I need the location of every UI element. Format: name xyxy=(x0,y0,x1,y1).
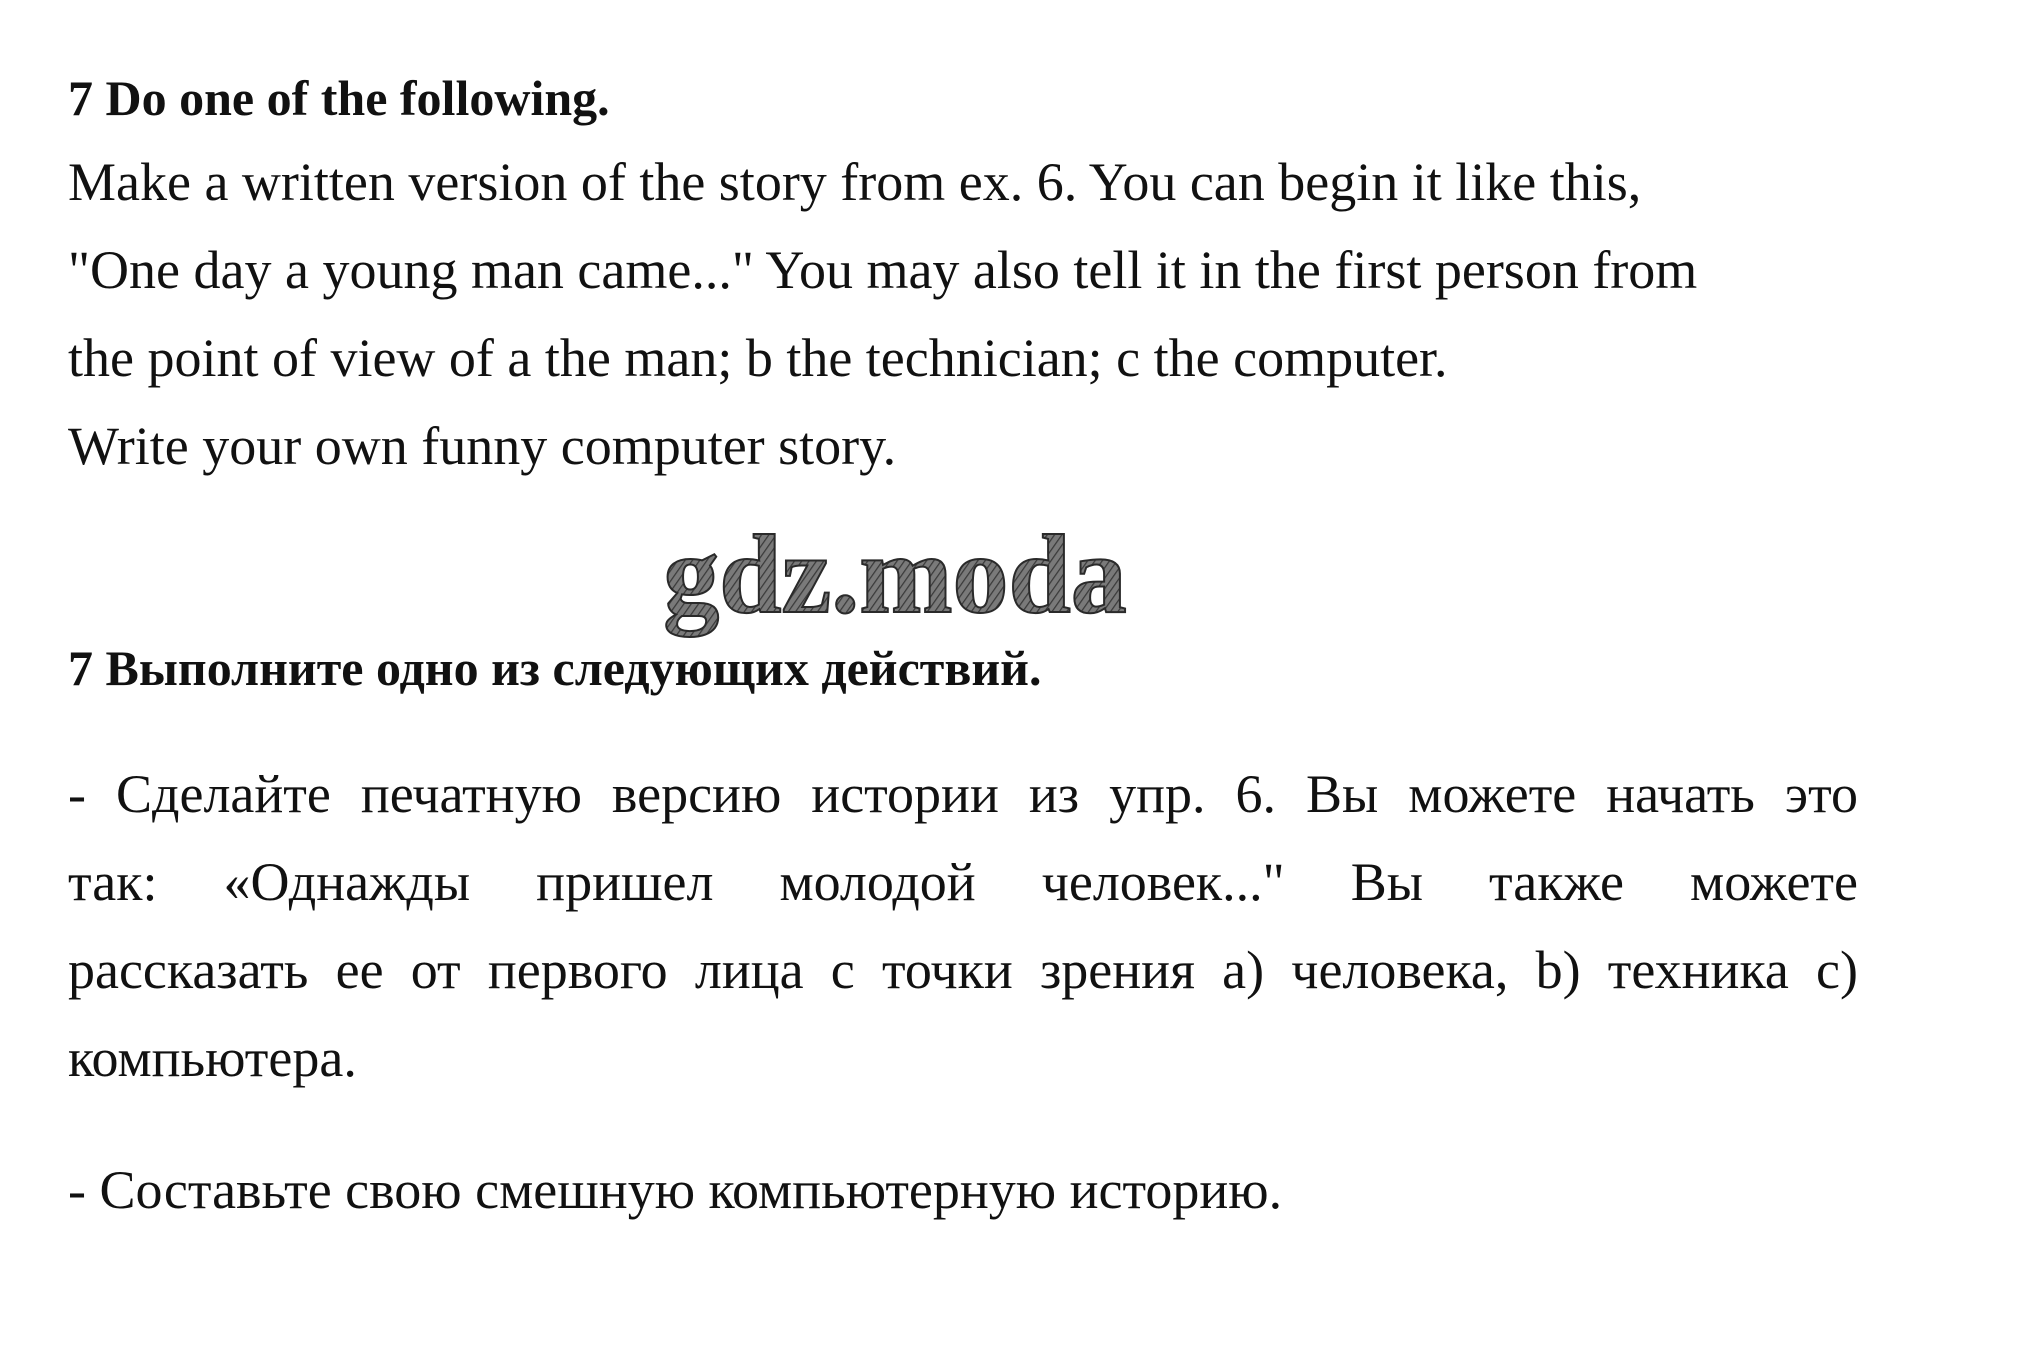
english-line-4: Write your own funny computer story. xyxy=(68,416,897,476)
russian-line-3: рассказать ее от первого лица с точки зрения а) человека, b) техника c) xyxy=(68,940,1858,1000)
russian-line-1: - Сделайте печатную версию истории из упр. 6. Вы можете начать это xyxy=(68,764,1858,824)
russian-line-4: компьютера. xyxy=(68,1028,357,1088)
english-line-2: "One day a young man came..." You may also tell it in the first person from xyxy=(68,240,1698,300)
english-line-1: Make a written version of the story from ex. 6. You can begin it like this, xyxy=(68,152,1642,212)
russian-line-2: так: «Однажды пришел молодой человек..." Вы также можете xyxy=(68,852,1858,912)
watermark-text: gdz.moda xyxy=(663,520,1127,637)
english-line-3: the point of view of a the man; b the technician; c the computer. xyxy=(68,328,1448,388)
english-heading: 7 Do one of the following. xyxy=(68,70,610,126)
russian-paragraph-2: - Составьте свою смешную компьютерную историю. xyxy=(68,1160,1283,1220)
russian-heading: 7 Выполните одно из следующих действий. xyxy=(68,640,1042,696)
watermark-logo xyxy=(610,520,1180,640)
